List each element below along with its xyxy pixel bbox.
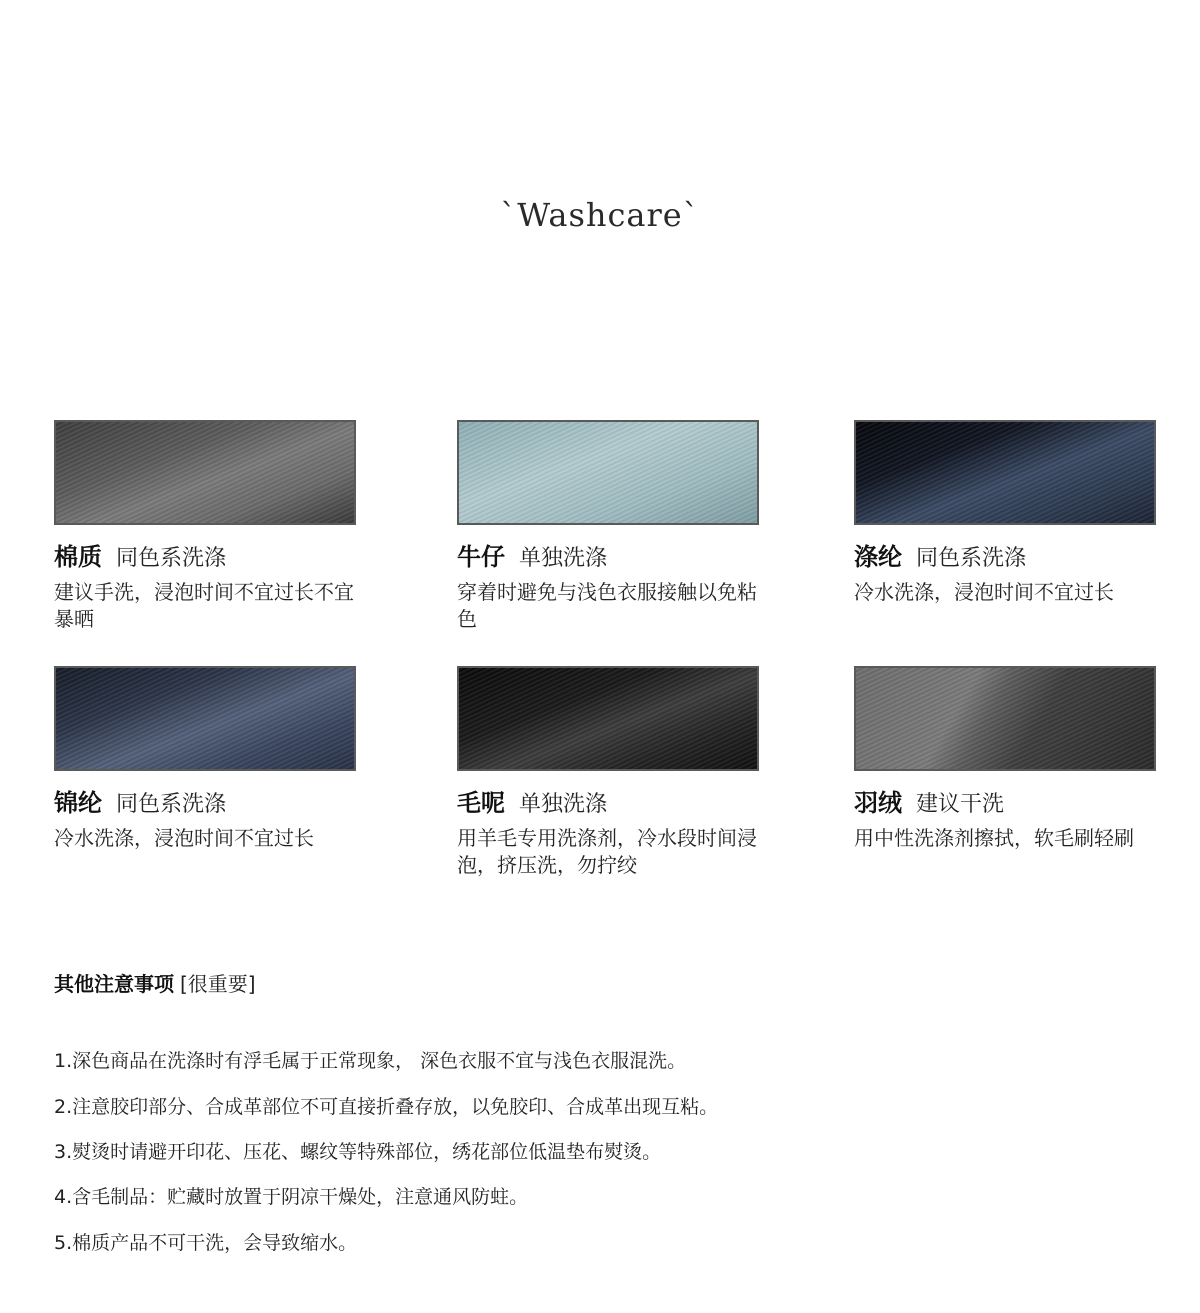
note-item: 2.注意胶印部分、合成革部位不可直接折叠存放，以免胶印、合成革出现互粘。 [54, 1096, 719, 1118]
material-heading [854, 541, 1156, 573]
fabric-swatch-image [457, 666, 759, 771]
wash-method: 单独洗涤 [519, 546, 608, 571]
material-name: 毛呢 [457, 789, 505, 817]
fabric-swatch-image [457, 420, 759, 525]
note-item: 5.棉质产品不可干洗，会导致缩水。 [54, 1232, 358, 1254]
material-heading [854, 787, 1156, 819]
note-item: 1.深色商品在洗涤时有浮毛属于正常现象， 深色衣服不宜与浅色衣服混洗。 [54, 1050, 687, 1072]
notes-importance-tag: [很重要] [180, 972, 256, 996]
material-heading [54, 541, 356, 573]
notes-heading [54, 968, 256, 997]
material-card-nylon [54, 666, 356, 852]
material-care-text: 用羊毛专用洗涤剂，冷水段时间浸泡，挤压洗，勿拧绞 [457, 826, 757, 877]
material-care-text: 冷水洗涤，浸泡时间不宜过长 [854, 580, 1114, 604]
note-item: 4.含毛制品：贮藏时放置于阴凉干燥处，注意通风防蛀。 [54, 1186, 529, 1208]
wash-method: 单独洗涤 [519, 792, 608, 817]
material-card-polyester [854, 420, 1156, 606]
material-name: 牛仔 [457, 543, 505, 571]
fabric-swatch-image [854, 666, 1156, 771]
material-card-denim [457, 420, 759, 633]
material-card-cotton [54, 420, 356, 633]
fabric-swatch-image [54, 420, 356, 525]
material-name: 锦纶 [54, 789, 102, 817]
material-heading [457, 787, 759, 819]
material-name: 羽绒 [854, 789, 902, 817]
material-heading [457, 541, 759, 573]
material-heading [54, 787, 356, 819]
material-name: 涤纶 [854, 543, 902, 571]
material-card-wool [457, 666, 759, 879]
note-item: 3.熨烫时请避开印花、压花、螺纹等特殊部位，绣花部位低温垫布熨烫。 [54, 1141, 662, 1163]
page-title: `Washcare` [500, 196, 700, 234]
material-care-text: 用中性洗涤剂擦拭，软毛刷轻刷 [854, 826, 1134, 850]
material-care-text: 建议手洗，浸泡时间不宜过长不宜暴晒 [54, 580, 354, 631]
wash-method: 同色系洗涤 [916, 546, 1027, 571]
notes-title: 其他注意事项 [54, 972, 174, 996]
material-care-text: 穿着时避免与浅色衣服接触以免粘色 [457, 580, 757, 631]
wash-method: 同色系洗涤 [116, 546, 227, 571]
material-card-down [854, 666, 1156, 852]
fabric-swatch-image [54, 666, 356, 771]
material-name: 棉质 [54, 543, 102, 571]
fabric-swatch-image [854, 420, 1156, 525]
wash-method: 同色系洗涤 [116, 792, 227, 817]
wash-method: 建议干洗 [916, 792, 1005, 817]
material-care-text: 冷水洗涤，浸泡时间不宜过长 [54, 826, 314, 850]
